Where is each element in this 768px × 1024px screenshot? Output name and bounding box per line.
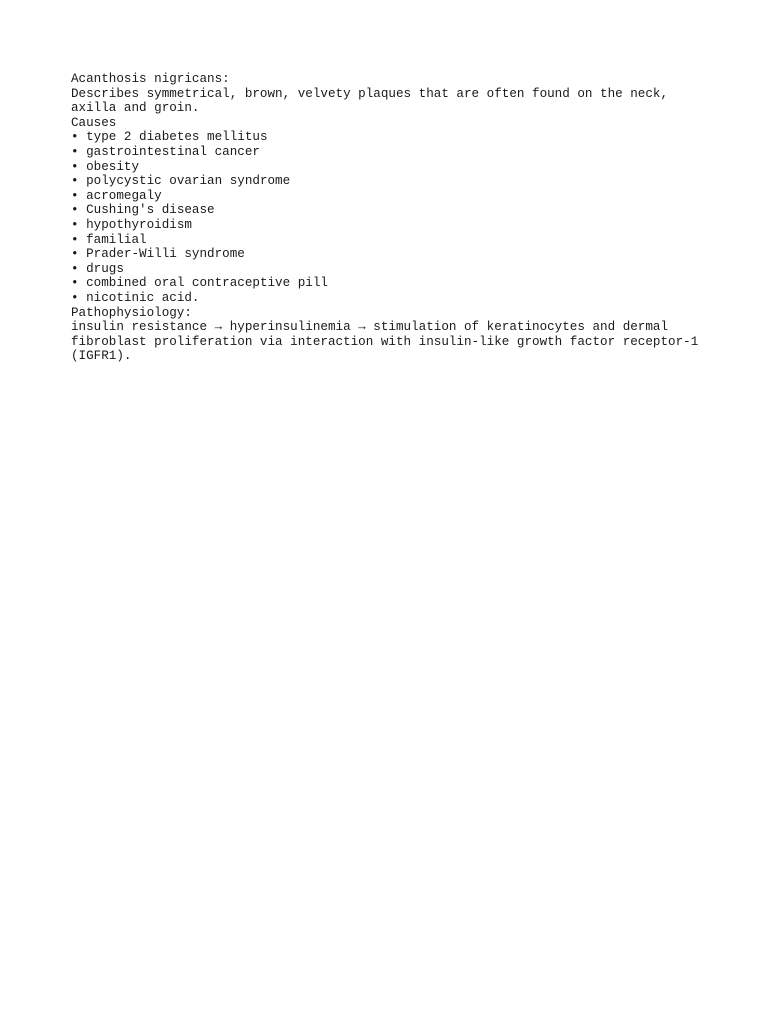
bullet-marker: • — [71, 174, 87, 189]
bullet-marker: • — [71, 232, 87, 247]
pathophysiology-line-1: insulin resistance → hyperinsulinemia → stimulation of keratinocytes and dermal — [71, 320, 669, 335]
description-line-2: axilla and groin. — [71, 101, 200, 116]
cause-text: drugs — [86, 261, 124, 276]
document-title: Acanthosis nigricans: — [71, 72, 230, 86]
bullet-marker: • — [71, 130, 87, 145]
list-item — [71, 276, 711, 291]
bullet-marker: • — [71, 290, 87, 305]
list-item — [71, 233, 711, 248]
list-item — [71, 130, 711, 145]
list-item — [71, 145, 711, 160]
bullet-marker: • — [71, 247, 87, 262]
pathophysiology-line-3: (IGFR1). — [71, 349, 132, 364]
pathophysiology-heading: Pathophysiology: — [71, 305, 192, 320]
causes-heading: Causes — [71, 115, 117, 130]
cause-text: polycystic ovarian syndrome — [86, 174, 291, 189]
list-item — [71, 160, 711, 175]
list-item — [71, 189, 711, 204]
bullet-marker: • — [71, 188, 87, 203]
list-item — [71, 262, 711, 277]
list-item — [71, 247, 711, 262]
bullet-marker: • — [71, 217, 87, 232]
cause-text: nicotinic acid. — [86, 290, 200, 305]
document-body — [71, 72, 711, 364]
cause-text: gastrointestinal cancer — [86, 144, 260, 159]
cause-text: Prader-Willi syndrome — [86, 247, 245, 262]
bullet-marker: • — [71, 144, 87, 159]
list-item — [71, 174, 711, 189]
list-item — [71, 203, 711, 218]
cause-text: familial — [86, 232, 147, 247]
list-item — [71, 291, 711, 306]
pathophysiology-line-2: fibroblast proliferation via interaction with insulin-like growth factor receptor-1 — [71, 334, 699, 349]
cause-text: combined oral contraceptive pill — [86, 276, 328, 291]
cause-text: Cushing's disease — [86, 203, 215, 218]
list-item — [71, 218, 711, 233]
causes-list — [71, 130, 711, 305]
bullet-marker: • — [71, 159, 87, 174]
description-line-1: Describes symmetrical, brown, velvety plaques that are often found on the neck, — [71, 86, 669, 101]
cause-text: hypothyroidism — [86, 217, 192, 232]
bullet-marker: • — [71, 261, 87, 276]
bullet-marker: • — [71, 203, 87, 218]
cause-text: obesity — [86, 159, 140, 174]
bullet-marker: • — [71, 276, 87, 291]
cause-text: type 2 diabetes mellitus — [86, 130, 268, 145]
cause-text: acromegaly — [86, 188, 162, 203]
